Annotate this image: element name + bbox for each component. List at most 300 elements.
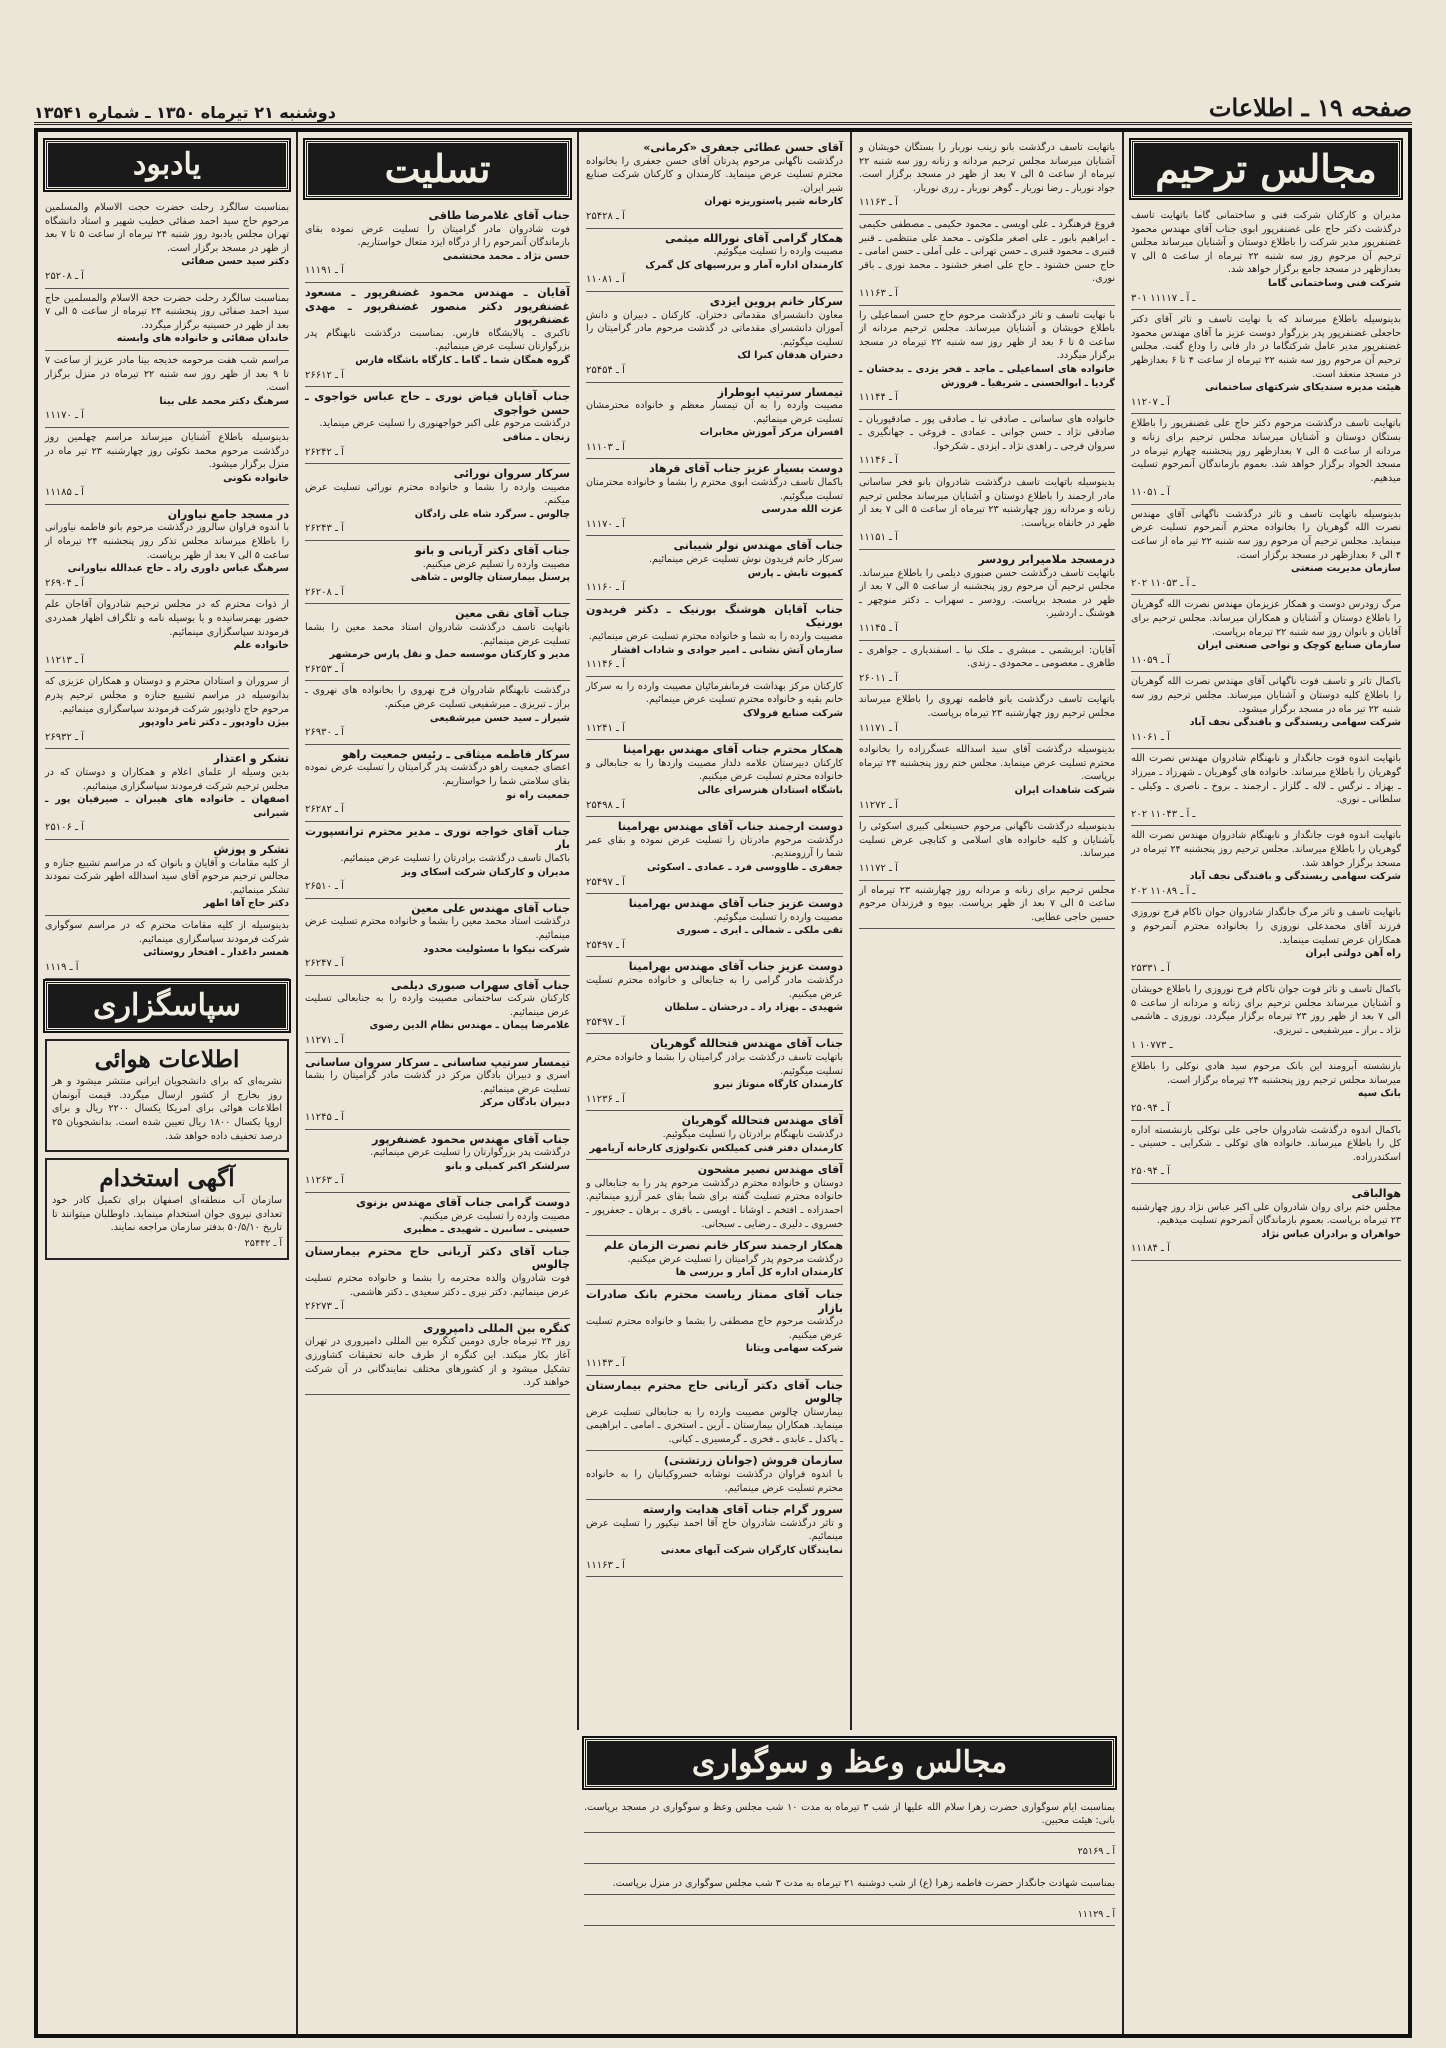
notice-title: سرور گرام جناب آقای هدایت وارسته — [642, 1503, 843, 1517]
notice-text: دوستان و خانواده محترم درگذشت مرحوم پدر را به جنابعالی و خانواده محترم تسلیت گفته برای شما بقای عمر آرزو مینمائیم. احمدزاده ـ افتخم ـ اوشانا ـ اویسی ـ باقری ـ برهان ـ جعفرپور ـ خسروی ـ دلیری ـ رضایی ـ سبحانی. — [586, 1177, 843, 1230]
notice-item — [859, 740, 1115, 817]
column-yadbud — [38, 132, 296, 2034]
notice-signature: شرکت سهامی ریسندگی و بافندگی نجف آباد — [1189, 717, 1401, 729]
notice-text: باتهایت تاسف درگذشت بانو زینب نوربار را بستگان خویشان و آشنایان میرساند مجلس ترحیم مردانه و زنانه روز سه شنبه ۲۲ تیرماه از ساعت ۵ الی ۷ بعد از ظهر در مسجد برگزار است. جواد نوربار ـ رضا نوربار ـ گوهر نوربار ـ زری نوربار. — [859, 142, 1115, 194]
notice-text: باتهایت تاسف درگذشت برادر گرامیتان را بشما و خانواده محترم تسلیت میگوئیم. — [586, 1052, 843, 1077]
notice-item — [586, 600, 843, 677]
notice-text: بمناسبت سالگرد رحلت حضرت حجة الاسلام والمسلمین حاج سید احمد صفائی روز پنجشنبه ۲۴ تیرماه از ساعت ۵ الی ۷ بعد از ظهر در حسینیه برگزار میگردد. — [45, 292, 290, 331]
notice-number: آ ـ ۲۶۲۴۷ — [305, 958, 344, 970]
notice-text: آقایان: ابریشمی ـ مبشری ـ ملک نیا ـ اسفندیاری ـ جواهری ـ طاهری ـ معصومی ـ محمودی ـ زندی. — [859, 644, 1115, 670]
notice-item — [1131, 414, 1401, 505]
notice-item — [45, 749, 289, 840]
notice-title: دوست عزیز جناب آقای مهندس بهرامینا — [628, 897, 843, 911]
notice-item — [1131, 980, 1401, 1057]
notice-list — [45, 198, 289, 979]
notice-title: جناب آقایان هوشنگ بورنیک ـ دکتر فریدون بورنیک — [586, 602, 843, 630]
notice-number: آ ـ ۱۱۱۷۰ — [586, 518, 625, 530]
notice-item — [1131, 1121, 1401, 1184]
notice-number: آ ـ ۲۶۹۳۲ — [45, 731, 84, 743]
notice-signature: سازمان مدیریت صنعتی — [1290, 563, 1401, 575]
notice-signature: پرسنل بیمارستان چالوس ـ شاهی — [410, 572, 570, 584]
notice-number: آ ـ ۲۵۴۹۷ — [586, 1016, 625, 1028]
notice-title: جناب آقای خواجه نوری ـ مدیر محترم ترانسپورت بار — [305, 824, 570, 852]
notice-list — [859, 138, 1115, 929]
notice-number: آ ـ ۱۱۱۴۴ — [859, 392, 898, 404]
notice-item — [586, 1160, 843, 1236]
notice-item — [45, 351, 289, 428]
notice-item — [45, 428, 289, 505]
notice-item — [586, 459, 843, 536]
notice-text: باتهایت اندوه فوت جانگداز و نابهنگام شادروان مهندس نصرت الله گوهریان را باطلاع میرساند. خانواده های گوهریان ـ شهرزاد ـ میرزاد ـ بهزاد ـ نرگس ـ لاله ـ گلزار ـ ارجمند ـ بروخ ـ ناصری ـ وکیلی ـ سلطانی ـ نوری. — [1131, 753, 1401, 806]
notice-title: جناب آقای غلامرضا طاقی — [428, 209, 570, 222]
notice-number: آ ـ ۲۵۰۹۴ — [1131, 1166, 1170, 1178]
notice-title: تیمسار سرتیپ ابوطراز — [717, 385, 843, 399]
ad-estekhdam-title: آگهی استخدام — [99, 1165, 235, 1193]
notice-number: آ ـ ۲۵۴۲۸ — [586, 210, 625, 222]
notice-text: باتهایت تاسف و تاثر مرگ جانگداز شادروان جوان ناکام فرج نوروزی فرزند آقای محمدعلی نوروزی را بخانواده محترم آنمرحوم و همکاران عرض تسلیت مینماید. — [1131, 907, 1401, 946]
notice-number: آ ـ ۱۱۲۴۱ — [586, 722, 625, 734]
notice-text: درگذشت مرحوم مادرتان را تسلیت عرض نموده و بقای عمر شما را آرزومندیم. — [586, 834, 843, 860]
section-banner-sepasgozari: سپاسگزاری — [45, 981, 289, 1031]
notice-item — [45, 505, 289, 596]
notice-signature: راه آهن دولتی ایران — [1305, 948, 1401, 960]
notice-item — [586, 292, 843, 383]
notice-number: آ ـ ۲۶۲۵۳ — [305, 663, 344, 675]
notice-title: جناب آقای مهندس محمود غضنفرپور — [372, 1132, 570, 1146]
notice-signature: غلامرضا پیمان ـ مهندس نظام الدین رضوی — [369, 1020, 570, 1032]
notice-item — [586, 1034, 843, 1111]
notice-number: آ ـ ۲۶۰۱۱ — [859, 672, 898, 684]
notice-number: آ ـ ۱۱۲۰۷ — [1131, 396, 1170, 408]
notice-signature: دبیران بادگان مرکز — [480, 1097, 570, 1109]
notice-text: سرکار خانم فریدون نوش تسلیت عرض مینمائیم. — [649, 554, 843, 566]
notice-number: آ ـ ۱۱۱۰۳ — [586, 441, 625, 453]
notice-number: آ ـ ۱۱۲۴۵ — [305, 1112, 344, 1124]
notice-number: آ ـ ۱۱۰۵۱ — [1131, 487, 1170, 499]
notice-signature: شرکت نیکوا با مسئولیت محدود — [423, 943, 570, 955]
notice-text: باکمال تاسف درگذشت ابوی محترم را بشما و خانواده محترمتان تسلیت میگوئیم. — [586, 477, 843, 502]
notice-item — [1131, 310, 1401, 414]
notice-title: جناب آقایان فیاض نوری ـ حاج عباس خواجوی ـ حسن خواجوی — [305, 390, 570, 417]
notice-text: مجلس ختم برای روان شادروان علی اکبر عباس نژاد روز چهارشنبه ۲۳ تیرماه برپاست. بعموم بازماندگان آنمرحوم تسلیت میدهیم. — [1131, 1201, 1401, 1227]
notice-item — [305, 745, 570, 822]
notice-item — [305, 976, 570, 1053]
notice-signature: اصفهان ـ خانواده های هیبران ـ صیرفیان پور ـ شیرانی — [45, 794, 289, 819]
notice-item — [45, 289, 289, 351]
notice-text: مدیران و کارکنان شرکت فنی و ساختمانی گاما باتهایت تاسف درگذشت دکتر حاج علی غضنفرپور ابوی جناب آقای مهندس محمود غضنفرپور مدیر شرکت را باطلاع دوستان و آشنایان میرساند مجلس ترحیم آن مرحوم روز سه شنبه ۲۲ تیرماه از ساعت ۵ الی ۷ بعدازظهر در مسجد جامع برگزار خواهد شد. — [1131, 210, 1401, 276]
notice-item — [859, 306, 1115, 410]
issue-date: دوشنبه ۲۱ تیرماه ۱۳۵۰ ـ شماره ۱۳۵۴۱ — [34, 103, 336, 122]
notice-signature: زنجان ـ منافی — [502, 431, 570, 443]
ad-hava-title: اطلاعات هوائی — [94, 1046, 240, 1074]
notice-item — [305, 899, 570, 976]
notice-number: آ ـ ۱۱۱۷۱ — [859, 722, 898, 734]
notice-item — [45, 672, 289, 749]
notice-text: از کلیه مقامات و آقایان و بانوان که در مراسم تشییع جنازه و مجالس ترحیم مرحوم آقای سید اسدالله اطهر شرکت نمودند تشکر مینمائیم. — [45, 857, 289, 896]
notice-item — [586, 957, 843, 1034]
notice-item — [1131, 903, 1401, 980]
notice-title: جناب آقای دکتر آریانی و بانو — [414, 544, 570, 558]
notice-item — [45, 840, 289, 916]
notice-number: آ ـ ۱۱۱۴۵ — [859, 623, 898, 634]
notice-title: سرکار فاطمه میثاقی ـ رئیس جمعیت راهو — [341, 747, 570, 761]
notice-list — [1131, 206, 1401, 1261]
notice-text: مصیبت وارده را تسلیم عرض میکنیم. — [422, 558, 570, 570]
notice-number: آ ـ ۲۵۲۰۸ — [45, 270, 84, 282]
notice-number: آ ـ ۲۶۹۰۴ — [45, 577, 84, 589]
notice-title: آقای حسن عطائی جعفری «کرمانی» — [643, 141, 843, 154]
notice-list — [305, 206, 570, 1395]
notice-item — [859, 215, 1115, 306]
notice-item — [586, 1376, 843, 1452]
notice-text: مصیبت وارده را تسلیت میگوئیم. — [713, 246, 843, 258]
notice-number: ۲۰۲ ـ آ ـ ۱۱۰۴۳ — [1131, 808, 1196, 820]
notice-item — [586, 817, 843, 894]
notice-text: درگذشت استاد محمد معین را بشما و خانواده محترم تسلیت عرض مینمائیم. — [305, 916, 570, 941]
notice-signature: مدیران و کارکنان شرکت اسکای ویز — [401, 866, 570, 878]
notice-text: درگذشت مرحوم پدر گرامیتان را تسلیت عرض میکنیم. — [627, 1253, 843, 1265]
notice-item — [305, 541, 570, 604]
notice-number: آ ـ ۱۱۱۸۴ — [1131, 1243, 1170, 1255]
section-banner-vaz: مجالس وعظ و سوگواری — [584, 1738, 1115, 1788]
notice-item — [1131, 505, 1401, 596]
section-banner-tasliyat: تسلیت — [305, 140, 570, 198]
notice-number: آ ـ ۲۵۴۹۷ — [586, 939, 625, 951]
notice-title: کنگره بین المللی دامپروری — [423, 1321, 570, 1335]
notice-signature: مدیر و کارکنان موسسه حمل و نقل پارس خرمشهر — [329, 649, 570, 661]
notice-text: بدینوسیله از کلیه مقامات محترم که در مراسم سوگواری شرکت فرمودند سپاسگزاری مینمائیم. — [45, 919, 289, 945]
notice-text: درگذشت پدر بزرگوارتان را تسلیت عرض مینمائیم. — [370, 1147, 570, 1159]
notice-number: آ ـ ۱۱۱۹ — [45, 961, 79, 973]
notice-number: آ ـ ۲۵۳۳۱ — [1131, 962, 1170, 974]
notice-number: آ ـ ۱۱۱۸۵ — [45, 487, 84, 499]
notice-signature: چالوس ـ سرگرد شاه علی زادگان — [414, 508, 570, 520]
notice-signature: تقی ملکی ـ شمالی ـ ایری ـ صبوری — [676, 925, 843, 937]
ad-estekhdam-num: آ ـ ۲۵۴۴۲ — [244, 1238, 282, 1250]
notice-number: آ ـ ۱۱۱۶۳ — [859, 287, 898, 299]
notice-number: آ ـ ۱۱۱۶۰ — [586, 582, 625, 594]
notice-item — [586, 740, 843, 817]
notice-number: آ ـ ۱۱۱۴۶ — [586, 659, 625, 671]
vaz-section — [577, 1730, 1122, 2034]
notice-title: سرکار خانم پروین ایزدی — [709, 294, 843, 308]
notice-item — [305, 1193, 570, 1242]
notice-text: باتهایت تاسف درگذشت مرحوم دکتر حاج علی غضنفرپور را باطلاع بستگان دوستان و آشنایان میرساند مجلس ترحیم برای زنانه و مردانه از ساعت ۵ الی ۷ بعدازظهر روز پنجشنبه چهارم تیرماه در مسجد الجواد برگزار خواهد شد. بعموم بازماندگان آنمرحوم تسلیت میدهیم. — [1131, 418, 1401, 484]
notice-signature: همسر داغدار ـ افتخار روستائی — [143, 947, 289, 959]
notice-title: سرکار سروان نورائی — [453, 467, 570, 481]
notice-signature: هیئت مدیره سندیکای شرکتهای ساختمانی — [1204, 382, 1401, 394]
notice-signature: خانواده های اسماعیلی ـ ماجد ـ فخر یزدی ـ بدخشان ـ گردیا ـ ابوالحسنی ـ شریفیا ـ فروزش — [859, 363, 1115, 389]
notice-text: باکمال تاسف درگذشت برادرتان را تسلیت عرض مینمائیم. — [340, 852, 570, 864]
notice-number: آ ـ ۲۵۴۹۸ — [586, 799, 625, 811]
notice-text: مصیبت وارده را به آن تیمسار معظم و خانواده محترمشان تسلیت عرض مینمائیم. — [586, 400, 843, 425]
notice-signature: شرکت سهامی ویتانا — [745, 1343, 843, 1355]
notice-number: ۳۰۱ ـ آ ـ ۱۱۱۱۷ — [1131, 292, 1196, 304]
notice-item — [45, 916, 289, 979]
notice-text: اعضای جمعیت راهو درگذشت پدر گرامیتان را تسلیت عرض نموده بقای سلامتی شما را خواستاریم. — [305, 762, 570, 787]
notice-text: کارکنان شرکت ساختمانی مصیبت وارده را به جنابعالی تسلیت عرض مینمائیم. — [305, 993, 570, 1018]
ad-estekhdam — [45, 1158, 289, 1259]
notice-title: جناب آقای مهندس علی معین — [411, 901, 570, 915]
ad-hava-text: نشریه‌ای که برای دانشجویان ایرانی منتشر میشود و هر روز بخارج از کشور ارسال میگردد. قیمت آبونمان اطلاعات هوائی برای امریکا یکسال ۲۲۰۰ ریال و برای اروپا یکسال ۱۸۰۰ ریال تعیین شده است. بدانشجویان ۲۵ درصد تخفیف داده خواهد شد. — [52, 1076, 282, 1142]
notice-item — [1131, 206, 1401, 310]
notice-signature: شرکت صنایع فرولاک — [743, 707, 843, 719]
notice-signature: بیژن داودپور ـ دکتر ثامر داودپور — [139, 717, 289, 729]
notice-text: از ذوات محترم که در مجلس ترحیم شادروان آقاجان علم حضور بهمرسانیده و یا بوسیله نامه و تلگراف اظهار همدردی فرمودند سپاسگزاری مینمائیم. — [45, 599, 289, 638]
notice-text: باکمال اندوه درگذشت شادروان حاجی علی نوکلی بازنشسته اداره کل را باطلاع میرساند. خانواده های توکلی ـ شکرایی ـ حسینی ـ اسکندرزاده. — [1131, 1124, 1401, 1163]
notice-text: باتهایت اندوه فوت جانگداز و نابهنگام شادروان مهندس نصرت الله گوهریان را باطلاع میرساند. مجلس ترحیم روز پنجشنبه ۲۴ تیرماه در مسجد برگزار خواهد شد. — [1131, 830, 1402, 869]
notice-item — [586, 1111, 843, 1160]
notice-item — [859, 410, 1115, 473]
notice-text: درگذشت مادر گرامی را به جنابعالی و خانواده محترم تسلیت عرض میکنیم. — [586, 975, 843, 1000]
notice-number: آ ـ ۲۶۲۰۸ — [305, 586, 344, 598]
notice-item — [586, 1500, 843, 1577]
notice-text: مرگ زودرس دوست و همکار عزیزمان مهندس نصرت الله گوهریان را باطلاع دوستان و آشنایان و همکاران میرساند. مجلس ترحیم برای آقایان و بانوان روز سه شنبه ۲۲ تیرماه برپاست. — [1131, 599, 1401, 638]
notice-signature: خاندان صفائی و خانواده های وابسته — [116, 333, 289, 345]
notice-title: جناب آقای ممتاز ریاست محترم بانک صادرات بازار — [586, 1287, 843, 1315]
notice-item — [305, 1053, 570, 1130]
notice-item — [859, 641, 1115, 691]
notice-item — [305, 1242, 570, 1319]
notice-title: آقای مهندس نصیر مشحون — [697, 1163, 843, 1177]
vaz-notice-2: بمناسبت شهادت جانگداز حضرت فاطمه زهرا (ع) از شب دوشنبه ۲۱ تیرماه به مدت ۳ شب مجلس سوگواری در منزل برپاست. — [584, 1874, 1115, 1896]
masthead — [34, 88, 1412, 125]
notice-item — [586, 677, 843, 740]
notice-item — [1131, 1057, 1401, 1120]
notice-signature: کارمندان اداره کل آمار و بررسی ها — [675, 1267, 843, 1279]
notice-number: آ ـ ۲۶۲۴۲ — [305, 446, 344, 458]
notice-title: دوست گرامی جناب آقای مهندس بزنوی — [355, 1196, 570, 1209]
notice-title: تشکر و پوزش — [213, 842, 289, 856]
notice-signature: گروه همگان شما ـ گاما ـ کارگاه باشگاه فارس — [355, 354, 570, 366]
notice-text: مجلس ترحیم برای زنانه و مردانه روز چهارشنبه ۲۳ تیرماه از ساعت ۵ الی ۷ بعد از ظهر برپاست. بیوه و فرزندان مرحوم حسین حاجی عطایی. — [859, 884, 1115, 923]
notice-title: سازمان فروش (جوانان زرتشتی) — [663, 1454, 843, 1468]
notice-title: درمسجد ملامیرابر رودسر — [978, 553, 1115, 567]
notice-number: آ ـ ۱۱۱۶۳ — [586, 1559, 625, 1571]
notice-item — [305, 464, 570, 541]
notice-item — [45, 198, 289, 289]
notice-item — [859, 550, 1115, 641]
notice-text: کارکنان مرکز بهداشت فرمانفرمائیان مصیبت وارده را به سرکار خانم بقیه و خانواده محترم تسلیت عرض مینمائیم. — [586, 680, 843, 706]
notice-text: تاکبری ـ پالایشگاه فارس. بمناسبت درگذشت نابهنگام پدر بزرگوارتان تسلیت عرض مینمائیم. — [305, 327, 570, 353]
vaz-notice-num-2: آ ـ ۱۱۱۲۹ — [584, 1905, 1115, 1927]
notice-title: دوست بسیار عزیز جناب آقای فرهاد — [649, 462, 843, 476]
notice-text: مراسم شب هفت مرحومه خدیجه بینا مادر عزیز از ساعت ۷ تا ۹ بعد از ظهر روز سه شنبه ۲۲ تیرماه در منزل برگزار است. — [45, 354, 289, 394]
notice-number: ۲۰۲ ـ آ ـ ۱۱۰۵۳ — [1131, 577, 1196, 589]
notice-signature: عزت الله مدرسی — [761, 504, 843, 516]
notice-number: آ ـ ۱۱۱۷۰ — [45, 410, 84, 422]
notice-text: بدینوسیله باتهایت تاسف درگذشت شادروان بانو فخر ساسانی مادر ارجمند را باطلاع دوستان و آشنایان میرساند مجلس ترحیم زنانه و مردانه روز چهارشنبه ۲۳ تیرماه از ساعت ۵ الی ۷ بعد از ظهر در خانقاه برپاست. — [859, 477, 1115, 529]
notice-title: آقای مهندس فتحالله گوهریان — [681, 1114, 843, 1128]
vaz-notice-num: آ ـ ۲۵۱۶۹ — [584, 1842, 1115, 1864]
notice-title: دوست عزیز جناب آقای مهندس بهرامینا — [628, 960, 843, 974]
notice-text: باتهایت تاسف درگذشت بانو فاطمه نهروی را باطلاع میرساند مجلس ترحیم روز چهارشنبه ۲۳ تیرماه برپاست. — [859, 694, 1115, 719]
notice-text: فوت شادروان والده محترمه را بشما و خانواده محترم تسلیت عرض مینمائیم. دکتر نیری ـ دکتر سعیدی ـ دکتر هاشمی. — [305, 1272, 570, 1298]
notice-number: آ ـ ۱۱۰۵۹ — [1131, 654, 1170, 666]
notice-title: آقایان ـ مهندس محمود غضنفرپور ـ مسعود غضنفرپور دکتر منصور غضنفرپور ـ مهدی غضنفرپور — [305, 285, 570, 327]
notice-signature: افسران مرکز آموزش مخابرات — [699, 427, 843, 439]
notice-number: ۱ ـ ۱۰۷۷۳ — [1131, 1039, 1173, 1051]
notice-text: درگذشت مرحوم حاج مصطفی را بشما و خانواده محترم تسلیت عرض میکنیم. — [586, 1316, 843, 1341]
notice-signature: حسینی ـ سانبرن ـ شهیدی ـ مظیری — [403, 1224, 570, 1236]
notice-text: فروغ فرهنگرد ـ علی اویسی ـ محمود حکیمی ـ مصطفی حکیمی ـ ابراهیم بابور ـ علی اصغر ملکوتی ـ محمد علی منتظمی ـ قنبر قنبری ـ محمود قنبری ـ حسن تهرانی ـ علی آملی ـ حسن امامی ـ حاج حسن خشنود ـ حاج علی اصغر خشنود ـ محمد نوری ـ باقر نوری. — [859, 218, 1115, 285]
notice-text: مصیبت وارده را بشما و خانواده محترم نورائی تسلیت عرض میکنم. — [305, 481, 570, 507]
notice-item — [305, 822, 570, 899]
notice-item — [586, 894, 843, 957]
notice-item — [859, 138, 1115, 215]
notice-text: با نهایت تاسف و تاثر درگذشت مرحوم حاج حسن اسماعیلی را باطلاع خویشان و آشنایان میرساند. مجلس ترحیم مردانه از ساعت ۵ تا ۶ بعد از ظهر روز سه شنبه ۲۲ تیرماه در مسجد برگزار میگردد. — [859, 309, 1115, 362]
notice-number: آ ـ ۱۱۲۳۶ — [586, 1093, 625, 1105]
notice-text: مصیبت وارده را تسلیت عرض میکنیم. — [419, 1210, 570, 1222]
notice-title: دوست ارجمند جناب آقای مهندس بهرامینا — [617, 820, 843, 834]
column-majales — [1122, 132, 1408, 2034]
notice-item — [586, 1236, 843, 1285]
notice-text: از سروران و استادان محترم و دوستان و همکاران عزیزی که بدانوسیله در مراسم تشییع جنازه و مجلس ترحیم پدرم مرحوم حاج داودپور شرکت فرمودند سپاسگزاری مینمائیم. — [45, 676, 289, 715]
notice-number: آ ـ ۱۱۱۷۲ — [859, 862, 898, 874]
notice-item — [586, 1451, 843, 1500]
notice-signature: شیراز ـ سید حسن میرشفیعی — [429, 712, 570, 724]
notice-signature: خانواده نکونی — [223, 472, 289, 484]
notice-number: ۲۰۲ ـ آ ـ ۱۱۰۸۹ — [1131, 885, 1196, 897]
notice-item — [859, 473, 1115, 550]
notice-item — [1131, 672, 1401, 749]
notice-number: آ ـ ۱۱۰۶۱ — [1131, 731, 1170, 743]
notice-text: درگذشت مرحوم علی اکبر خواجهنوری را تسلیت عرض مینماید. — [319, 418, 570, 430]
notice-number: آ ـ ۲۵۴۵۴ — [586, 364, 625, 376]
notice-number: آ ـ ۱۱۲۷۱ — [305, 1035, 344, 1047]
notice-item — [305, 206, 570, 283]
notice-title: در مسجد جامع نیاوران — [167, 507, 289, 521]
notice-signature: بانک سپه — [1357, 1088, 1401, 1100]
ad-hava — [45, 1039, 289, 1152]
notice-item — [45, 595, 289, 672]
notice-number: آ ـ ۲۶۲۸۲ — [305, 804, 344, 816]
notice-number: آ ـ ۱۱۰۸۱ — [586, 274, 625, 286]
notice-text: باتهایت تاسف درگذشت حسن صبوری دیلمی را باطلاع میرساند. مجلس ترحیم آن مرحوم روز پنجشنبه از ساعت ۵ الی ۷ بعد از ظهر در مسجد برپاست. رودسر ـ سهراب ـ دکتر منوچهر ـ هوشنگ ـ اردشیر. — [859, 567, 1115, 620]
notice-text: روز ۲۴ تیرماه جاری دومین کنگره بین المللی دامپروری در تهران آغاز بکار میکند. این کنگره از طرف خانه تحقیقات کشاورزی تشکیل میشود و از کشورهای مختلف نمایندگانی در آن شرکت خواهند کرد. — [305, 1336, 571, 1389]
notice-item — [586, 229, 843, 292]
section-banner-yadbud: یادبود — [45, 140, 289, 190]
notice-text: معاون دانشسرای مقدماتی دختران. کارکنان ـ دبیران و دانش آموزان دانشسرای مقدماتی در گذشت مرحوم مادر گرامیتان را تسلیت میگوئیم. — [586, 309, 843, 348]
notice-title: جناب آقای مهندس فتحالله گوهریان — [650, 1037, 843, 1051]
page-title: صفحه ۱۹ ـ اطلاعات — [1208, 93, 1412, 122]
notice-text: باتهایت تاسف درگذشت شادروان استاد محمد معین را بشما تسلیت عرض مینمائیم. — [305, 622, 570, 647]
notice-signature: سرهنگ عباس داوری راد ـ حاج عبدالله نیاورانی — [67, 563, 289, 575]
notice-number: آ ـ ۱۱۱۹۱ — [305, 265, 344, 277]
notice-item — [1131, 826, 1401, 903]
notice-item — [1131, 595, 1401, 672]
notice-text: بدینوسیله باتهایت تاسف و تاثر درگذشت ناگهانی آقای مهندس نصرت الله گوهریان را بخانواده محترم آنمرحوم تسلیت عرض مینماید. مجلس ترحیم آن مرحوم روز سه شنبه ۲۲ تیر ماه از ساعت ۴ الی ۶ بعدازظهر در مسجد برگزار است. — [1131, 508, 1401, 561]
notice-signature: سازمان آتش نشانی ـ امیر جوادی و شاداب افشار — [611, 644, 843, 656]
section-banner-majales: مجالس ترحیم — [1131, 140, 1401, 198]
notice-text: فوت شادروان مادر گرامیتان را تسلیت عرض نموده بقای بازماندگان آنمرحوم را از درگاه ایزد متعال خواستاریم. — [305, 223, 570, 249]
notice-text: باکمال تاثر و تاسف فوت ناگهانی آقای مهندس نصرت الله گوهریان را باطلاع کلیه دوستان و آشنایان میرساند. مجلس ترحیم روز سه شنبه ۲۲ تیر ماه در مسجد برگزار میشود. — [1131, 676, 1401, 715]
notice-signature: جمعیت راه نو — [506, 789, 570, 801]
notice-signature: شرکت شاهدات ایران — [1014, 784, 1115, 796]
notice-text: خانواده های ساسانی ـ صادقی نیا ـ صادقی پور ـ صادقپوریان ـ صادقی نژاد ـ حسن جوانی ـ عمادی ـ فروغی ـ جهانگیری ـ سروان فرجی ـ زاهدی نژاد ـ ایزدی ـ شکرخوا. — [859, 413, 1115, 452]
notice-signature: شرکت سهامی ریسندگی و بافندگی نجف آباد — [1189, 871, 1401, 883]
notice-signature: جعفری ـ طاووسی فرد ـ عمادی ـ اسکوئی — [646, 861, 843, 873]
notice-number: آ ـ ۱۱۲۶۳ — [305, 1175, 344, 1187]
notice-text: بدینوسیله درگذشت ناگهانی مرحوم حسینعلی کبیری اسکوئی را بآشنایان و کلیه خانواده های اسلامی و کتابچی عرض تسلیت میرساند. — [859, 821, 1115, 860]
notice-item — [859, 690, 1115, 740]
notice-text: بیمارستان چالوس مصیبت وارده را به جنابعالی تسلیت عرض مینماید. همکاران بیمارستان ـ آرین ـ استخری ـ امامی ـ ابراهیمی ـ پاکدل ـ عابدی ـ فخری ـ گرمسیری ـ کیانی. — [586, 1406, 843, 1445]
notice-item — [1131, 1184, 1401, 1261]
notice-signature: باشگاه استادان هنرسرای عالی — [697, 784, 843, 796]
notice-number: آ ـ ۲۶۹۳۰ — [305, 727, 344, 739]
notice-item — [859, 881, 1115, 930]
notice-signature: حسن نژاد ـ محمد محتشمی — [442, 250, 570, 262]
notice-text: با اندوه فراوان درگذشت نوشابه خسروکیانیان را به خانواده محترم تسلیت عرض مینمائیم. — [586, 1469, 843, 1494]
notice-signature: کارمندان کارگاه منوتاژ نیرو — [713, 1079, 843, 1091]
notice-number: آ ـ ۱۱۱۵۱ — [859, 532, 898, 544]
notice-item — [1131, 749, 1401, 826]
notice-number: آ ـ ۲۵۱۰۶ — [45, 822, 84, 834]
notice-title: جناب آقای دکتر آریانی حاج محترم بیمارستان چالوس — [586, 1378, 843, 1406]
notice-signature: دکتر حاج آقا اطهر — [203, 898, 289, 910]
notice-text: کارکنان دبیرستان علامه دلدار مصیبت واردها را به جنابعالی و خانواده محترم تسلیت عرض میکنیم. — [586, 757, 843, 783]
notice-item — [586, 383, 843, 460]
notice-signature: کارخانه شیر پاستوریزه تهران — [704, 196, 843, 208]
notice-title: همکار محترم جناب آقای مهندس بهرامینا — [623, 743, 843, 757]
notice-title: جناب آقای نقی معین — [455, 607, 570, 621]
notice-item — [305, 387, 570, 464]
notice-signature: خواهران و برادران عباس نژاد — [1261, 1228, 1401, 1240]
notice-title: هوالباقی — [1351, 1187, 1401, 1200]
notice-item — [305, 283, 570, 387]
notice-item — [586, 138, 843, 229]
notice-number: آ ـ ۱۱۱۶۳ — [859, 197, 898, 209]
vaz-notice: بمناسبت ایام سوگواری حضرت زهرا سلام الله علیها از شب ۳ تیرماه به مدت ۱۰ شب مجلس وعظ و سوگواری در مسجد برپاست. بانی: هیئت محبین. — [584, 1798, 1115, 1833]
notice-number: آ ـ ۲۶۵۱۰ — [305, 881, 344, 893]
notice-item — [305, 1130, 570, 1193]
notice-list — [586, 138, 843, 1577]
notice-title: تیمسار سرتیپ ساسانی ـ سرکار سروان ساسانی — [305, 1055, 570, 1069]
notice-text: درگذشت نابهنگام برادرتان را تسلیت میگوئیم. — [662, 1129, 843, 1140]
notice-signature: سازمان صنایع کوچک و نواحی صنعتی ایران — [1197, 640, 1401, 652]
notice-signature: کارمندان دفتر فنی کمیلکس تکنولوژی کارخانه آریامهر — [589, 1142, 843, 1154]
notice-number: آ ـ ۱۱۲۷۲ — [859, 799, 898, 811]
notice-signature: خانواده علم — [233, 640, 289, 652]
notice-signature: نمایندگان کارگران شرکت آبهای معدنی — [660, 1545, 843, 1557]
notice-text: درگذشت ناگهانی مرحوم پدرتان آقای حسن جعفری را بخانواده محترم تسلیت عرض مینماید. کارمندان و کارکنان شرکت صنایع شیر ایران. — [586, 155, 843, 194]
notice-text: باکمال تاسف و تاثر فوت جوان ناکام فرج نوروزی را باطلاع خویشان و آشنایان میرساند مجلس ترحیم برای زنانه و مردانه از ساعت ۵ الی ۷ بعد از ظهر روز ۲۳ تیرماه برگزار میگردد. نوروزی ـ هاشمی نژاد ـ براز ـ میرشفیعی ـ تبریزی. — [1131, 984, 1401, 1037]
notice-signature: شهیدی ـ بهزاد راد ـ درخشان ـ سلطان — [664, 1002, 843, 1014]
notice-text: اسری و دبیران بادگان مرکز در گذشت مادر گرامیتان را بشما تسلیت عرض مینمائیم. — [305, 1070, 570, 1095]
notice-item — [305, 681, 570, 744]
notice-text: بدینوسیله درگذشت آقای سید اسدالله عسگرزاده را بخانواده محترم تسلیت عرض مینماید. مجلس ختم روز پنجشنبه ۲۴ تیرماه برپاست. — [859, 744, 1115, 783]
notice-number: آ ـ ۲۶۶۱۲ — [305, 369, 344, 381]
notice-signature: شرکت فنی وساختمانی گاما — [1268, 277, 1401, 289]
notice-signature: سرلشکر اکبر کمیلی و بانو — [445, 1160, 570, 1172]
notice-item — [305, 604, 570, 681]
notice-title: جناب آقای دکتر آریانی حاج محترم بیمارستان چالوس — [305, 1244, 570, 1272]
notice-text: و تاثر درگذشت شادروان حاج آقا احمد نیکپور را تسلیت عرض مینمائیم. — [586, 1517, 843, 1543]
notice-item — [586, 536, 843, 599]
notice-text: بدینوسیله باطلاع میرساند که با نهایت تاسف و تاثر آقای دکتر حاجعلی غضنفرپور پدر بزرگوار دوست عزیز ما آقای مهندس محمود غضنفرپور مدیر عامل شرکتگاما در دار فانی را وداع گفت. مجلس ترحیم آن مرحوم روز سه شنبه ۲۲ تیرماه از ساعت ۴ تا ۶ بعدازظهر در مسجد منعقد است. — [1131, 314, 1401, 380]
notice-title: تشکر و اعتذار — [213, 752, 289, 766]
notice-signature: کارمندان اداره آمار و بررسیهای کل گمرک — [645, 259, 843, 271]
notice-signature: دکتر سید حسن صفائی — [181, 256, 289, 268]
notice-item — [305, 1319, 570, 1395]
notice-text: بدینوسیله باطلاع آشنایان میرساند مراسم چهلمین روز درگذشت مرحوم محمد نکوئی روز چهارشنبه ۲۳ تیر ماه در منزل برگزار میشود. — [45, 431, 289, 471]
notice-text: بدین وسیله از علمای اعلام و همکاران و دوستان که در مجلس ترحیم شرکت فرمودند سپاسگزاری مینمائیم. — [45, 766, 289, 792]
notice-title: همکار گرامی آقای نورالله میثمی — [664, 231, 843, 245]
notice-signature: کمپوت تابش ـ پارس — [747, 567, 843, 579]
notice-signature: سرهنگ دکتر محمد علی بینا — [159, 395, 289, 407]
notice-signature: دختران هدفان کبرا لک — [737, 350, 843, 362]
notice-text: مصیبت وارده را تسلیت میگوئیم. — [713, 911, 843, 923]
